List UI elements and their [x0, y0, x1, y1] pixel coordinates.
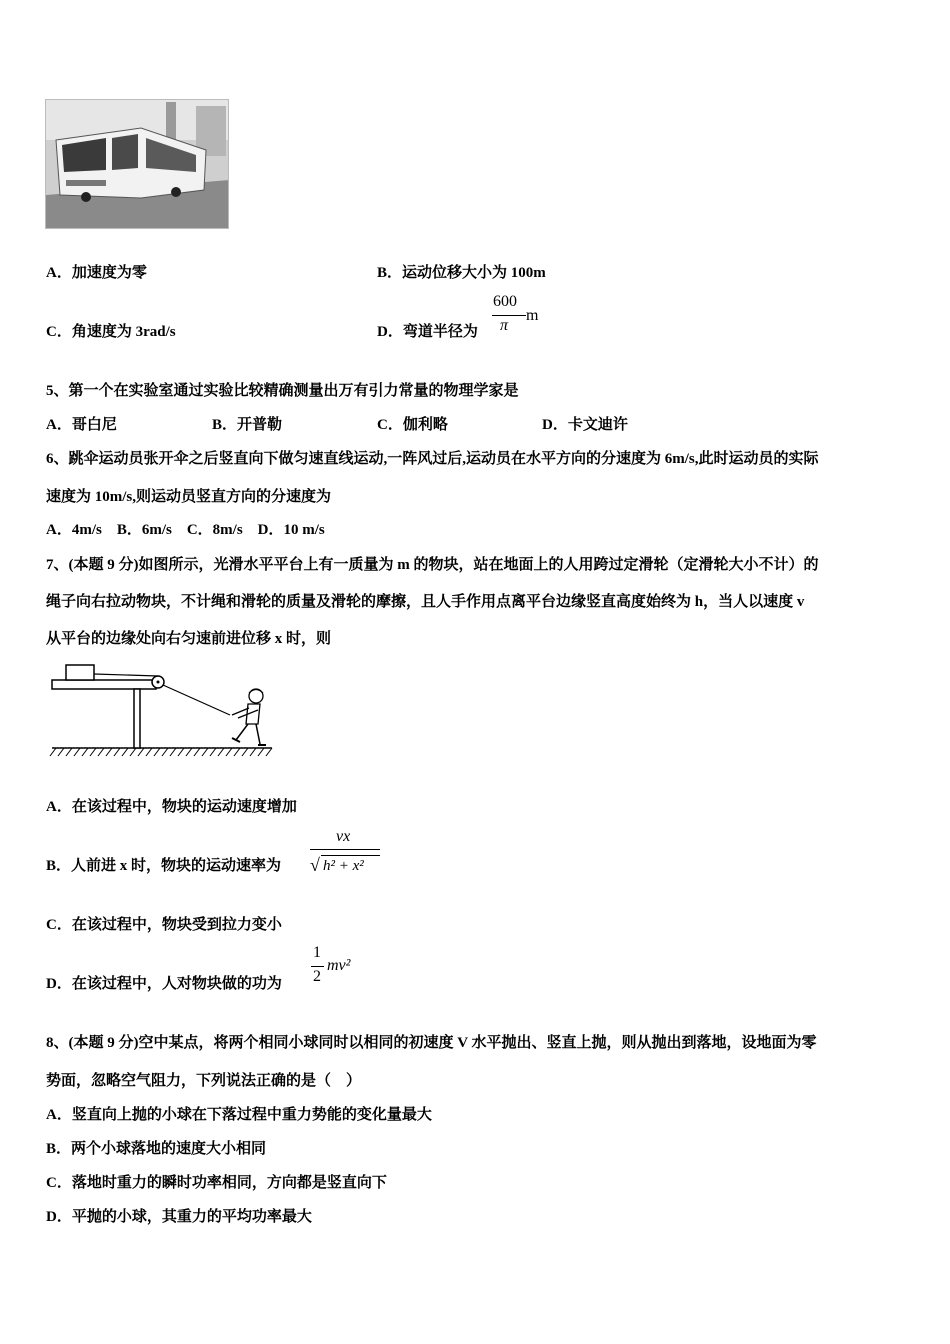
tram-illustration — [46, 100, 229, 229]
q6-stem-line1: 6、跳伞运动员张开伞之后竖直向下做匀速直线运动,一阵风过后,运动员在水平方向的分速度为 6m/s,此时运动员的实际 — [46, 451, 819, 467]
q5-option-b: B．开普勒 — [212, 417, 283, 433]
tram-photo — [45, 99, 229, 229]
q8-stem-line2: 势面，忽略空气阻力，下列说法正确的是（ ） — [46, 1073, 362, 1089]
q7-speed-denominator: h² + x² — [323, 858, 364, 874]
q4-radius-denominator: π — [500, 317, 509, 334]
q5-option-a: A．哥白尼 — [46, 417, 117, 433]
q5-stem: 5、第一个在实验室通过实验比较精确测量出万有引力常量的物理学家是 — [46, 383, 519, 399]
q4-option-c: C．角速度为 3rad/s — [46, 324, 176, 340]
q7-work-numerator: 1 — [313, 944, 321, 961]
q7-speed-fraction — [308, 828, 384, 882]
q7-stem-line3: 从平台的边缘处向右匀速前进位移 x 时，则 — [46, 631, 332, 647]
q5-option-c: C．伽利略 — [377, 417, 448, 433]
q4-option-d: D．弯道半径为 — [377, 324, 478, 340]
q8-option-a: A．竖直向上抛的小球在下落过程中重力势能的变化量最大 — [46, 1107, 432, 1123]
q4-radius-fraction — [490, 293, 530, 343]
q7-option-d: D．在该过程中，人对物块做的功为 — [46, 976, 282, 992]
q8-option-d: D．平抛的小球，其重力的平均功率最大 — [46, 1209, 312, 1225]
q6-options: A．4m/s B．6m/s C．8m/s D．10 m/s — [46, 522, 325, 538]
q7-option-c: C．在该过程中，物块受到拉力变小 — [46, 917, 282, 933]
q7-option-a: A．在该过程中，物块的运动速度增加 — [46, 799, 297, 815]
q8-option-c: C．落地时重力的瞬时功率相同，方向都是竖直向下 — [46, 1175, 387, 1191]
q8-stem-line1: 8、(本题 9 分)空中某点，将两个相同小球同时以相同的初速度 V 水平抛出、竖直上抛，则从抛出到落地，设地面为零 — [46, 1035, 817, 1051]
q7-pulley-figure — [46, 660, 276, 760]
q4-option-b: B．运动位移大小为 100m — [377, 265, 546, 281]
q7-stem-line2: 绳子向右拉动物块，不计绳和滑轮的质量及滑轮的摩擦，且人手作用点离平台边缘竖直高度始终为 h，当人以速度 v — [46, 594, 805, 610]
q7-work-denominator: 2 — [313, 968, 321, 985]
q7-speed-numerator: vx — [336, 828, 351, 845]
q5-option-d: D．卡文迪许 — [542, 417, 628, 433]
q7-stem-line1: 7、(本题 9 分)如图所示，光滑水平平台上有一质量为 m 的物块，站在地面上的人用跨过定滑轮（定滑轮大小不计）的 — [46, 557, 819, 573]
sqrt-symbol: √ — [310, 855, 320, 875]
q4-option-a: A．加速度为零 — [46, 265, 147, 281]
q7-option-b: B．人前进 x 时，物块的运动速率为 — [46, 858, 282, 874]
q8-option-b: B．两个小球落地的速度大小相同 — [46, 1141, 267, 1157]
q7-work-tail: mv² — [327, 957, 351, 974]
q4-radius-unit: m — [526, 307, 539, 324]
q6-stem-line2: 速度为 10m/s,则运动员竖直方向的分速度为 — [46, 489, 332, 505]
q4-radius-numerator: 600 — [493, 293, 517, 310]
